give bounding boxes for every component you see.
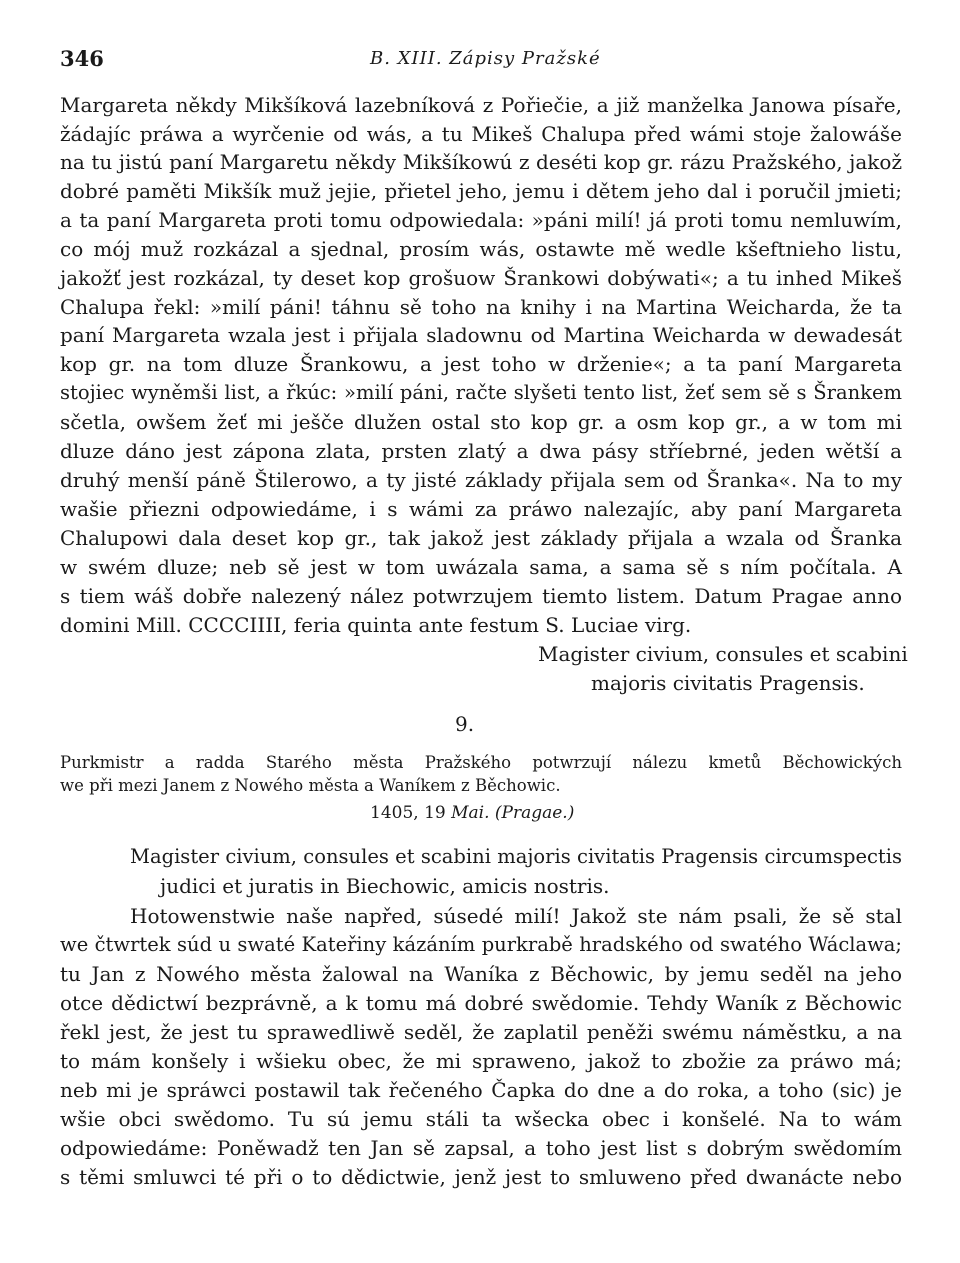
text-line: kop gr. na tom dluze Šrankowu, a jest toho w drženie«; a ta paní Margareta [60,352,902,376]
regest-line: we při mezi Janem z Nowého města a Waníkem z Běchowic. [60,776,561,795]
page-header [60,46,905,76]
text-line: neb mi je spráwci postawil tak řečeného Čapka do dne a do roka, a toho (sic) je [60,1078,902,1102]
regest-line: Purkmistr a radda Starého města Pražského potwrzují nálezu kmetů Běchowických [60,753,902,772]
text-line: co mój muž rozkázal a sjednal, prosím wás, ostawte mě wedle kšeftnieho listu, [60,237,902,261]
text-line: w swém dluze; neb sě jest w tom uwázala sama, a sama sě s ním počítala. A [60,555,902,579]
text-line: Chalupowi dala deset kop gr., tak jakož jest základy přijala a wzala od Šranka [60,526,902,550]
text-line: Chalupa řekl: »milí páni! táhnu sě toho na knihy i na Martina Weicharda, že ta [60,295,902,319]
text-line: a ta paní Margareta proti tomu odpowiedala: »páni milí! já proti tomu nemluwím, [60,208,902,232]
text-line: dobré paměti Mikšík muž jejie, přietel jeho, jemu i dětem jeho dal i poručil jmieti; [60,179,902,203]
address-line: Magister civium, consules et scabini majoris civitatis Pragensis circumspectis [130,845,902,868]
text-line: řekl jest, že jest tu sprawedliwě seděl, že zaplatil peněži swému náměstku, a na [60,1020,902,1044]
signature-line: Magister civium, consules et scabini [538,642,908,666]
text-line: Hotowenstwie naše napřed, súsedé milí! Jakož ste nám psali, že sě stal [130,904,902,928]
text-line: stojiec wyněmši list, a řkúc: »milí páni, račte slyšeti tento list, žeť sem sě s Šrankem [60,381,902,404]
address-line: judici et juratis in Biechowic, amicis nostris. [160,874,610,898]
text-line: we čtwrtek súd u swaté Kateřiny kázáním purkrabě hradského od swatého Wáclawa; [60,933,902,956]
text-line: dluze dáno jest zápona zlata, prsten zlatý a dwa pásy stříebrné, jeden wětší a [60,439,902,463]
running-head: B. XIII. Zápisy Pražské [370,48,601,69]
text-line: s tiem wáš dobře nalezený nález potwrzujem tiemto listem. Datum Pragae anno [60,584,902,608]
text-line: wšie obci swědomo. Tu sú jemu stáli ta wšecka obec i konšelé. Na to wám [60,1107,902,1131]
date-text: 1405, 19 [370,803,446,823]
signature-line: majoris civitatis Pragensis. [591,671,865,695]
text-line: druhý menší páně Štilerowo, a ty jisté základy přijala sem od Šranka«. Na to my [60,468,902,492]
text-line: žádajíc práwa a wyrčenie od wás, a tu Mikeš Chalupa před wámi stoje žalowáše [60,122,902,146]
text-line: domini Mill. CCCCIIII, feria quinta ante festum S. Luciae virg. [60,613,692,637]
text-line: Margareta někdy Mikšíková lazebníková z Pořiečie, a již manželka Janowa písaře, [60,93,902,117]
text-line: wašie přiezni odpowiedáme, i s wámi za práwo nalezajíc, aby paní Margareta [60,497,902,521]
text-line: to mám konšely i wšieku obec, že mi spraweno, jakož to zbožie za práwo má; [60,1049,902,1073]
date-italic: Mai. (Pragae.) [451,803,575,823]
text-line: paní Margareta wzala jest i přijala sladownu od Martina Weicharda w dewadesát [60,323,902,347]
text-line: odpowiedáme: Poněwadž ten Jan sě zapsal, a toho jest list s dobrým swědomím [60,1136,902,1160]
text-line: otce dědictwí bezprávně, a k tomu má dobré swědomie. Tehdy Waník z Běchowic [60,991,902,1015]
text-line: na tu jistú paní Margaretu někdy Mikšíkowú z deséti kop gr. rázu Pražského, jakož [60,150,902,174]
text-line: tu Jan z Nowého města žalowal na Waníka z Běchowic, by jemu seděl na jeho [60,962,902,986]
document-date [370,803,574,823]
document-number: 9. [455,712,475,736]
text-line: s těmi smluwci té při o to dědictwie, jenž jest to smluweno před dwanácte nebo [60,1165,902,1189]
text-line: sčetla, owšem žeť mi ješče dlužen ostal sto kop gr. a osm kop gr., a w tom mi [60,410,902,434]
text-line: jakožť jest rozkázal, ty deset kop grošuow Šrankowi dobýwati«; a tu inhed Mikeš [60,266,902,290]
page-number: 346 [60,46,104,71]
